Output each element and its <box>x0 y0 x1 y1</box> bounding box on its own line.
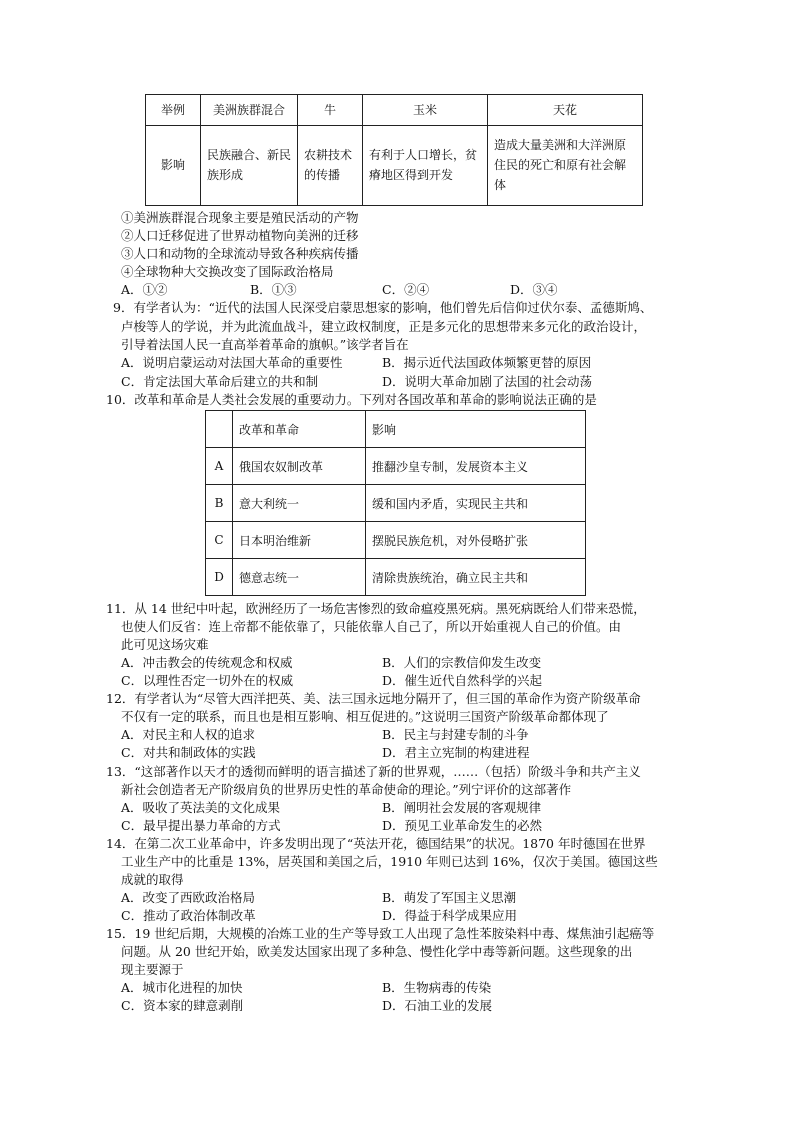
question-text: 13．“这部著作以天才的透彻而鲜明的语言描述了新的世界观，……（包括）阶级斗争和共产主义 <box>106 764 641 779</box>
table-cell: 改革和革命 <box>233 411 366 448</box>
table-cell <box>206 411 233 448</box>
table-cell: 造成大量美洲和大洋洲原住民的死亡和原有社会解体 <box>488 125 643 205</box>
table-row <box>206 522 586 559</box>
statement-item: ④全球物种大交换改变了国际政治格局 <box>121 264 334 279</box>
question-text: 成就的取得 <box>121 872 184 887</box>
answer-option: B．阐明社会发展的客观规律 <box>382 800 542 815</box>
answer-option: B．萌发了军国主义思潮 <box>382 890 517 905</box>
table-cell: 推翻沙皇专制，发展资本主义 <box>366 448 586 485</box>
table-row <box>206 559 586 596</box>
table-cell: 日本明治维新 <box>233 522 366 559</box>
table-cell: 德意志统一 <box>233 559 366 596</box>
table-cell: 影响 <box>366 411 586 448</box>
answer-option: A．对民主和人权的追求 <box>121 727 256 742</box>
table-cell: 美洲族群混合 <box>201 95 298 126</box>
answer-option: C．最早提出暴力革命的方式 <box>121 818 281 833</box>
question-text: 11．从 14 世纪中叶起，欧洲经历了一场危害惨烈的致命瘟疫黑死病。黑死病既给人们带来恐慌， <box>106 601 646 616</box>
question-text: 卢梭等人的学说，并为此流血战斗，建立政权制度，正是多元化的思想带来多元化的政治设计， <box>121 319 647 334</box>
answer-option: A．冲击教会的传统观念和权威 <box>121 655 293 670</box>
table-cell: 举例 <box>146 95 201 126</box>
question-text: 也使人们反省：连上帝都不能依靠了，只能依靠人自己了，所以开始重视人自己的价值。由 <box>121 619 622 634</box>
table-row <box>206 485 586 522</box>
table-header-row <box>206 411 586 448</box>
table-cell: 摆脱民族危机，对外侵略扩张 <box>366 522 586 559</box>
question-text: 引导着法国人民一直高举着革命的旗帜。”该学者旨在 <box>121 337 409 352</box>
statement-item: ②人口迁移促进了世界动植物向美洲的迁移 <box>121 228 359 243</box>
table-cell: 俄国农奴制改革 <box>233 448 366 485</box>
question-text: 此可见这场灾难 <box>121 637 209 652</box>
question-text: 10．改革和革命是人类社会发展的重要动力。下列对各国改革和革命的影响说法正确的是 <box>106 392 597 407</box>
statement-item: ①美洲族群混合现象主要是殖民活动的产物 <box>121 210 359 225</box>
answer-option: D．说明大革命加剧了法国的社会动荡 <box>382 374 593 389</box>
answer-option: C．推动了政治体制改革 <box>121 908 256 923</box>
table-cell: 清除贵族统治，确立民主共和 <box>366 559 586 596</box>
table-cell: 玉米 <box>363 95 488 126</box>
answer-option: A．城市化进程的加快 <box>121 980 243 995</box>
answer-option: C．资本家的肆意剥削 <box>121 998 244 1013</box>
answer-option: C．②④ <box>382 282 430 297</box>
reform-revolution-table <box>205 410 586 596</box>
answer-option: D．得益于科学成果应用 <box>382 908 518 923</box>
table-cell: 牛 <box>298 95 363 126</box>
answer-option: D．石油工业的发展 <box>382 998 493 1013</box>
table-cell: C <box>206 522 233 559</box>
answer-option: B．人们的宗教信仰发生改变 <box>382 655 542 670</box>
table-row <box>206 448 586 485</box>
question-text: 新社会创造者无产阶级肩负的世界历史性的革命使命的理论。”列宁评价的这部著作 <box>121 782 572 797</box>
answer-option: D．③④ <box>510 282 558 297</box>
table-cell: 缓和国内矛盾，实现民主共和 <box>366 485 586 522</box>
table-cell: 民族融合、新民族形成 <box>201 125 298 205</box>
answer-option: C．对共和制政体的实践 <box>121 745 256 760</box>
statement-item: ③人口和动物的全球流动导致各种疾病传播 <box>121 246 359 261</box>
table-row <box>146 125 643 205</box>
table-cell: A <box>206 448 233 485</box>
answer-option: B．①③ <box>250 282 297 297</box>
answer-option: D．催生近代自然科学的兴起 <box>382 673 543 688</box>
answer-option: B．生物病毒的传染 <box>382 980 492 995</box>
answer-option: C．肯定法国大革命后建立的共和制 <box>121 374 319 389</box>
species-exchange-table <box>145 94 643 206</box>
table-header-row <box>146 95 643 126</box>
question-text: 14．在第二次工业革命中，许多发明出现了“英法开花，德国结果”的状况。1870 年时德国在世界 <box>106 836 646 851</box>
answer-option: D．预见工业革命发生的必然 <box>382 818 543 833</box>
table-cell: 有利于人口增长，贫瘠地区得到开发 <box>363 125 488 205</box>
answer-option: D．君主立宪制的构建进程 <box>382 745 530 760</box>
table-cell: 天花 <box>488 95 643 126</box>
question-text: 12．有学者认为“尽管大西洋把英、美、法三国永远地分隔开了，但三国的革命作为资产阶级革命 <box>106 691 641 706</box>
question-text: 工业生产中的比重是 13%，居英国和美国之后，1910 年则已达到 16%，仅次于美国。德国这些 <box>121 854 658 869</box>
question-text: 15．19 世纪后期，大规模的冶炼工业的生产等导致工人出现了急性苯胺染料中毒、煤焦油引起癌等 <box>106 926 655 941</box>
question-text: 不仅有一定的联系，而且也是相互影响、相互促进的。”这说明三国资产阶级革命都体现了 <box>121 709 609 724</box>
answer-option: A．①② <box>121 282 168 297</box>
answer-option: B．揭示近代法国政体频繁更替的原因 <box>382 355 592 370</box>
answer-option: A．吸收了英法美的文化成果 <box>121 800 281 815</box>
table-cell: 农耕技术的传播 <box>298 125 363 205</box>
table-cell: 影响 <box>146 125 201 205</box>
question-text: 现主要源于 <box>121 962 184 977</box>
answer-option: A．说明启蒙运动对法国大革命的重要性 <box>121 355 343 370</box>
answer-option: C．以理性否定一切外在的权威 <box>121 673 294 688</box>
table-cell: 意大利统一 <box>233 485 366 522</box>
table-cell: D <box>206 559 233 596</box>
table-cell: B <box>206 485 233 522</box>
question-text: 问题。从 20 世纪开始，欧美发达国家出现了多种急、慢性化学中毒等新问题。这些现象的出 <box>121 944 633 959</box>
answer-option: B．民主与封建专制的斗争 <box>382 727 529 742</box>
answer-option: A．改变了西欧政治格局 <box>121 890 256 905</box>
question-text: 9．有学者认为：“近代的法国人民深受启蒙思想家的影响，他们曾先后信仰过伏尔泰、孟德斯鸠、 <box>113 300 653 315</box>
